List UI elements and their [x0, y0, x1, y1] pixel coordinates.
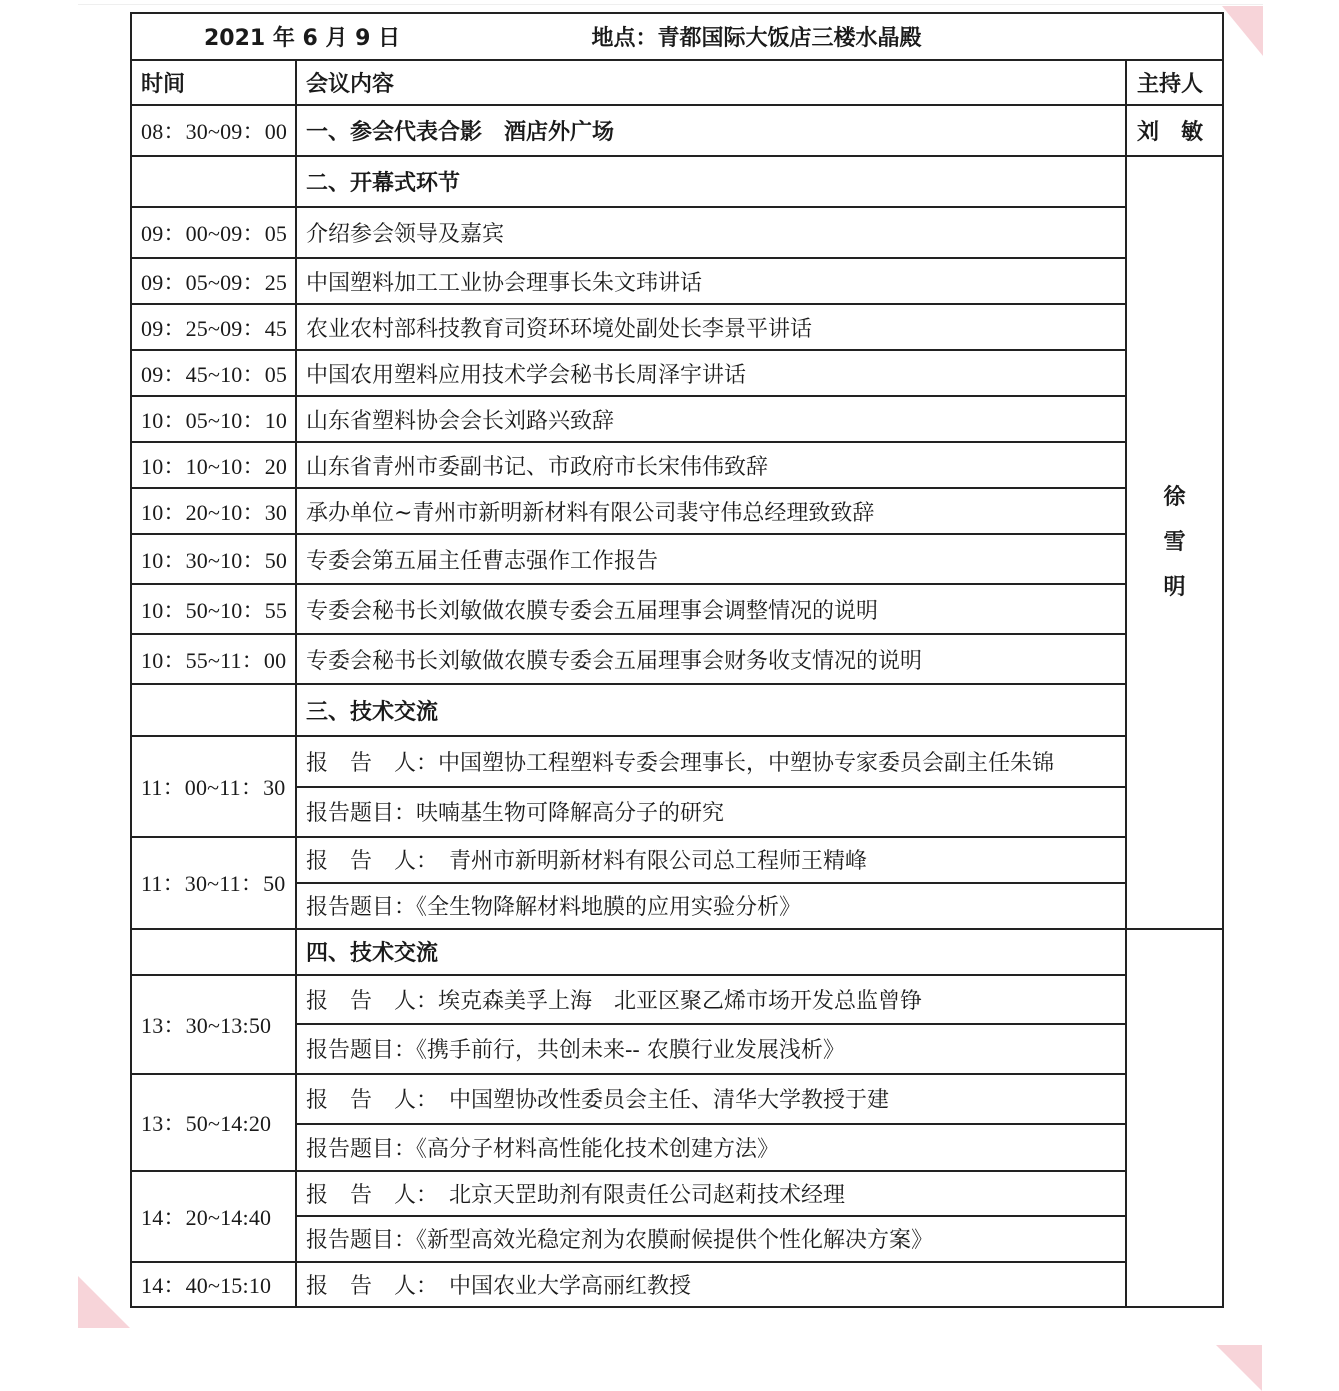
content-cell: 报告题目：《新型高效光稳定剂为农膜耐候提供个性化解决方案》	[296, 1216, 1126, 1262]
content-cell: 山东省塑料协会会长刘路兴致辞	[296, 396, 1126, 442]
page-corner-decoration	[1222, 6, 1263, 56]
content-cell: 报 告 人： 中国农业大学高丽红教授	[296, 1262, 1126, 1307]
time-cell: 10：30~10：50	[131, 534, 296, 584]
time-cell	[131, 684, 296, 736]
time-cell	[131, 156, 296, 207]
column-header-row	[131, 60, 1223, 105]
table-row	[131, 156, 1223, 207]
host-cell: 刘 敏	[1126, 105, 1223, 156]
table-row	[131, 488, 1223, 534]
content-cell: 报 告 人：中国塑协工程塑料专委会理事长，中塑协专家委员会副主任朱锦	[296, 736, 1126, 786]
host-cell	[1126, 156, 1223, 929]
table-header-row	[131, 13, 1223, 60]
time-cell: 10：50~10：55	[131, 584, 296, 634]
table-row	[131, 396, 1223, 442]
time-cell: 10：10~10：20	[131, 442, 296, 488]
time-cell: 14：20~14:40	[131, 1171, 296, 1262]
time-cell: 11：30~11：50	[131, 837, 296, 929]
table-row	[131, 207, 1223, 258]
content-cell: 中国农用塑料应用技术学会秘书长周泽宇讲话	[296, 350, 1126, 396]
table-row	[131, 258, 1223, 304]
time-cell: 09：00~09：05	[131, 207, 296, 258]
table-row	[131, 634, 1223, 684]
content-cell: 报 告 人： 青州市新明新材料有限公司总工程师王精峰	[296, 837, 1126, 883]
table-row	[131, 584, 1223, 634]
content-cell: 报告题目：《全生物降解材料地膜的应用实验分析》	[296, 883, 1126, 929]
time-cell: 08：30~09：00	[131, 105, 296, 156]
time-cell: 13：50~14:20	[131, 1074, 296, 1171]
time-cell: 09：45~10：05	[131, 350, 296, 396]
time-cell: 13：30~13:50	[131, 975, 296, 1074]
column-header-time: 时间	[131, 60, 296, 105]
content-cell: 专委会秘书长刘敏做农膜专委会五届理事会财务收支情况的说明	[296, 634, 1126, 684]
content-cell: 介绍参会领导及嘉宾	[296, 207, 1126, 258]
host-cell	[1126, 929, 1223, 1307]
time-cell	[131, 929, 296, 975]
table-row	[131, 837, 1223, 883]
time-cell: 10：05~10：10	[131, 396, 296, 442]
meeting-location: 地点：青都国际大饭店三楼水晶殿	[591, 26, 922, 52]
column-header-host: 主持人	[1126, 60, 1223, 105]
meeting-date: 2021 年 6 月 9 日	[204, 26, 401, 52]
content-cell: 报 告 人： 中国塑协改性委员会主任、清华大学教授于建	[296, 1074, 1126, 1124]
page-corner-decoration	[1216, 1345, 1262, 1391]
content-cell: 报 告 人：埃克森美孚上海 北亚区聚乙烯市场开发总监曾铮	[296, 975, 1126, 1024]
content-cell: 农业农村部科技教育司资环环境处副处长李景平讲话	[296, 304, 1126, 350]
time-cell: 11：00~11：30	[131, 736, 296, 836]
table-row	[131, 929, 1223, 975]
time-cell: 10：55~11：00	[131, 634, 296, 684]
table-row	[131, 975, 1223, 1024]
content-cell: 专委会第五届主任曹志强作工作报告	[296, 534, 1126, 584]
column-header-content: 会议内容	[296, 60, 1126, 105]
content-cell: 承办单位~青州市新明新材料有限公司裴守伟总经理致致辞	[296, 488, 1126, 534]
content-cell: 报 告 人： 北京天罡助剂有限责任公司赵莉技术经理	[296, 1171, 1126, 1216]
content-cell: 专委会秘书长刘敏做农膜专委会五届理事会调整情况的说明	[296, 584, 1126, 634]
section-heading: 二、开幕式环节	[296, 156, 1126, 207]
content-cell: 中国塑料加工工业协会理事长朱文玮讲话	[296, 258, 1126, 304]
meeting-info	[131, 13, 1223, 60]
section-heading: 三、技术交流	[296, 684, 1126, 736]
content-cell: 报告题目：呋喃基生物可降解高分子的研究	[296, 787, 1126, 837]
time-cell: 09：25~09：45	[131, 304, 296, 350]
content-cell: 报告题目：《高分子材料高性能化技术创建方法》	[296, 1124, 1126, 1171]
content-cell: 一、参会代表合影 酒店外广场	[296, 105, 1126, 156]
host-name-char: 徐	[1163, 484, 1186, 510]
page-corner-decoration	[78, 1276, 130, 1328]
time-cell: 09：05~09：25	[131, 258, 296, 304]
host-name-char: 雪	[1163, 529, 1186, 555]
content-cell: 报告题目：《携手前行，共创未来-- 农膜行业发展浅析》	[296, 1024, 1126, 1074]
table-row	[131, 1262, 1223, 1307]
table-row	[131, 105, 1223, 156]
host-name-char: 明	[1163, 574, 1186, 600]
table-row	[131, 1171, 1223, 1216]
table-row	[131, 304, 1223, 350]
time-cell: 14：40~15:10	[131, 1262, 296, 1307]
section-heading: 四、技术交流	[296, 929, 1126, 975]
table-row	[131, 736, 1223, 786]
table-row	[131, 534, 1223, 584]
table-row	[131, 684, 1223, 736]
time-cell: 10：20~10：30	[131, 488, 296, 534]
table-row	[131, 350, 1223, 396]
content-cell: 山东省青州市委副书记、市政府市长宋伟伟致辞	[296, 442, 1126, 488]
table-row	[131, 442, 1223, 488]
agenda-table	[130, 12, 1224, 1308]
table-row	[131, 1074, 1223, 1124]
